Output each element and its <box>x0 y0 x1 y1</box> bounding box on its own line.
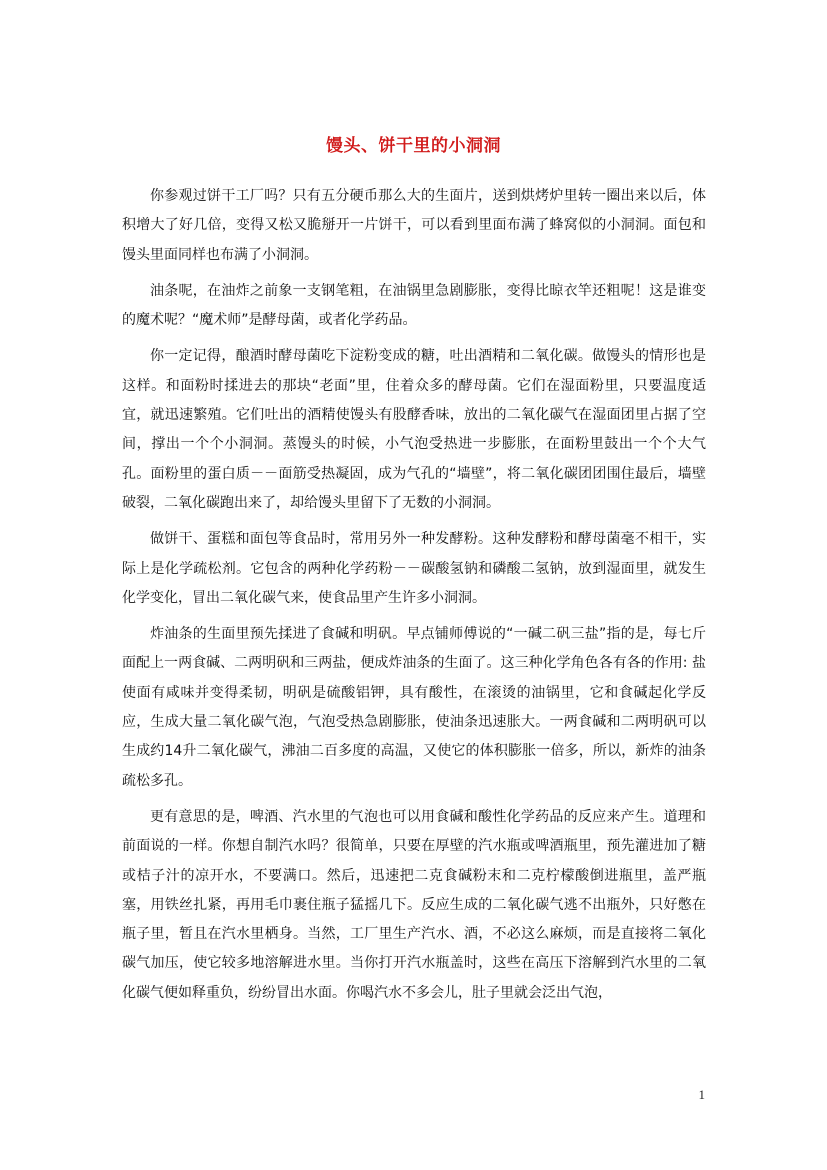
paragraph: 更有意思的是，啤酒、汽水里的气泡也可以用食碱和酸性化学药品的反应来产生。道理和前面说的一样。你想自制汽水吗？很简单，只要在厚壁的汽水瓶或啤酒瓶里，预先灌进加了糖或桔子汁的凉开水，不要满口。然后，迅速把二克食碱粉末和二克柠檬酸倒进瓶里，盖严瓶塞，用铁丝扎紧，再用毛巾裹住瓶子猛摇几下。反应生成的二氧化碳气逃不出瓶外，只好憋在瓶子里，暂且在汽水里栖身。当然，工厂里生产汽水、酒，不必这么麻烦，而是直接将二氧化碳气加压，使它较多地溶解进水里。当你打开汽水瓶盖时，这些在高压下溶解到汽水里的二氧化碳气便如释重负，纷纷冒出水面。你喝汽水不多会儿，肚子里就会泛出气泡， <box>122 808 706 1001</box>
paragraph: 做饼干、蛋糕和面包等食品时，常用另外一种发酵粉。这种发酵粉和酵母菌毫不相干，实际上是化学疏松剂。它包含的两种化学药粉－－碳酸氢钠和磷酸二氢钠，放到湿面里，就发生化学变化，冒出二氧化碳气来，使食品里产生许多小洞洞。 <box>122 531 706 606</box>
paragraph: 你一定记得，酿酒时酵母菌吃下淀粉变成的糖，吐出酒精和二氧化碳。做馒头的情形也是这样。和面粉时揉进去的那块“老面”里，住着众多的酵母菌。它们在湿面粉里，只要温度适宜，就迅速繁殖。它们吐出的酒精使馒头有股酵香味，放出的二氧化碳气在湿面团里占据了空间，撑出一个个小洞洞。蒸馒头的时候，小气泡受热进一步膨胀，在面粉里鼓出一个个大气孔。面粉里的蛋白质－－面筋受热凝固，成为气孔的“墙壁”，将二氧化碳团团围住最后，墙壁破裂，二氧化碳跑出来了，却给馒头里留下了无数的小洞洞。 <box>122 348 706 511</box>
paragraph: 油条呢，在油炸之前象一支钢笔粗，在油锅里急剧膨胀，变得比晾衣竿还粗呢！这是谁变的魔术呢？“魔术师”是酵母菌，或者化学药品。 <box>122 282 706 329</box>
paragraph: 你参观过饼干工厂吗？只有五分硬币那么大的生面片，送到烘烤炉里转一圈出来以后，体积增大了好几倍，变得又松又脆掰开一片饼干，可以看到里面布满了蜂窝似的小洞洞。面包和馒头里面同样也布满了小洞洞。 <box>122 188 706 263</box>
page-number: 1 <box>698 1087 705 1102</box>
paragraph: 炸油条的生面里预先揉进了食碱和明矾。早点铺师傅说的“一碱二矾三盐”指的是，每七斤面配上一两食碱、二两明矾和三两盐，便成炸油条的生面了。这三种化学角色各有各的作用: 盐使面有咸味并变得柔韧，明矾是硫酸铝钾，具有酸性，在滚烫的油锅里，它和食碱起化学反应，生成大量二氧化碳气泡，气泡受热急剧膨胀，使油条迅速胀大。一两食碱和二两明矾可以生成约14升二氧化碳气，沸油二百多度的高温，又使它的体积膨胀一倍多，所以，新炸的油条疏松多孔。 <box>122 626 706 789</box>
document-body <box>122 182 706 1008</box>
document-title: 馒头、饼干里的小洞洞 <box>326 136 501 156</box>
